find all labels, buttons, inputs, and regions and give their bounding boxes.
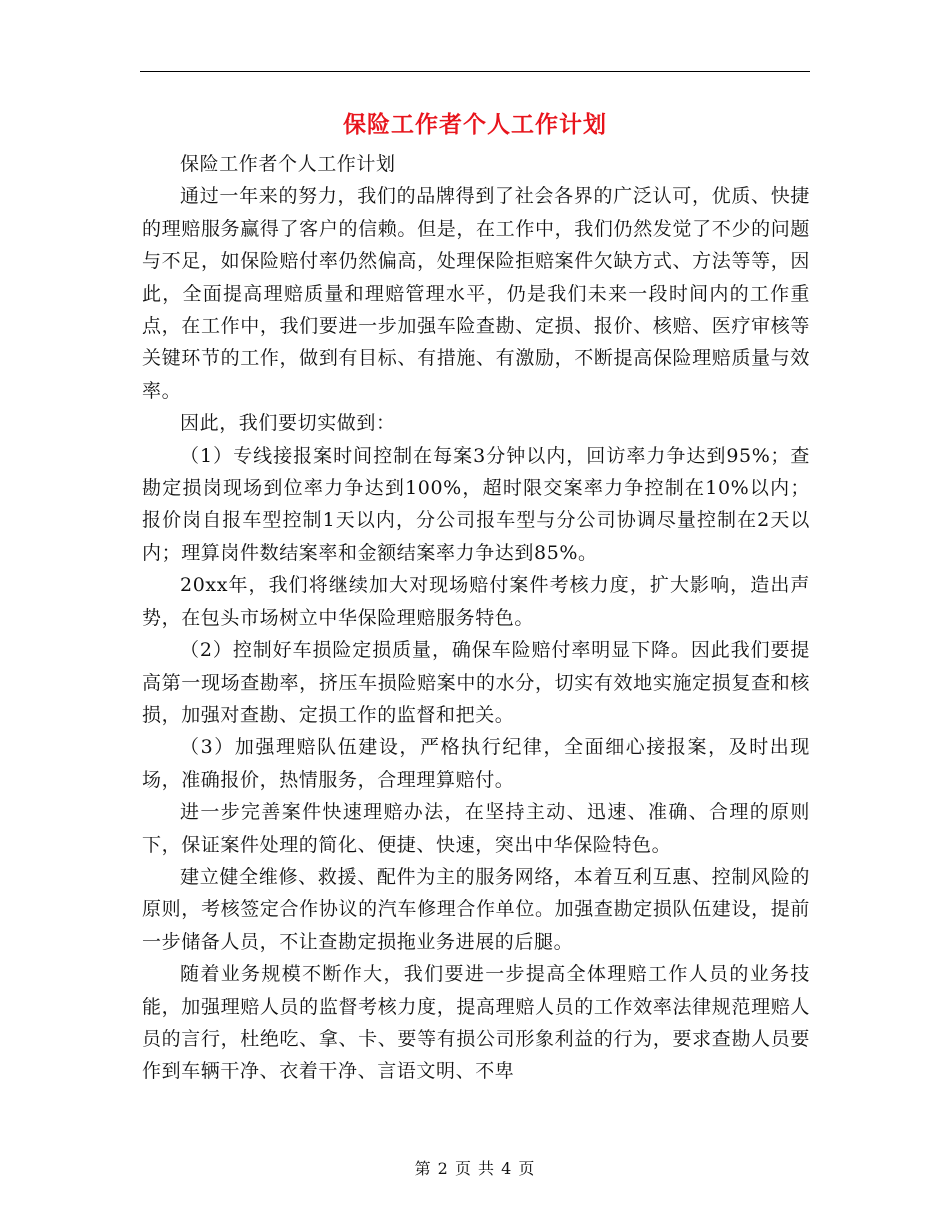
document-title: 保险工作者个人工作计划 — [343, 111, 607, 138]
page-number-footer: 第 2 页 共 4 页 — [414, 1159, 536, 1178]
paragraph-item-2: （2）控制好车损险定损质量，确保车险赔付率明显下降。因此我们要提高第一现场查勘率，挤压车损险赔案中的水分，切实有效地实施定损复查和核损，加强对查勘、定损工作的监督和把关。 — [142, 639, 810, 726]
document-body — [142, 148, 810, 1088]
paragraph-intro: 通过一年来的努力，我们的品牌得到了社会各界的广泛认可，优质、快捷的理赔服务赢得了客户的信赖。但是，在工作中，我们仍然发觉了不少的问题与不足，如保险赔付率仍然偏高，处理保险拒赔案件欠缺方式、方法等等，因此，全面提高理赔质量和理赔管理水平，仍是我们未来一段时间内的工作重点，在工作中，我们要进一步加强车险查勘、定损、报价、核赔、医疗审核等关键环节的工作，做到有目标、有措施、有激励，不断提高保险理赔质量与效率。 — [142, 185, 810, 402]
paragraph-lead: 因此，我们要切实做到： — [180, 412, 396, 435]
paragraph-service-network: 建立健全维修、救援、配件为主的服务网络，本着互利互惠、控制风险的原则，考核签定合作协议的汽车修理合作单位。加强查勘定损队伍建设，提前一步储备人员，不让查勘定损拖业务进展的后腿。 — [142, 865, 810, 953]
header-rule — [140, 71, 810, 72]
paragraph-item-1: （1）专线接报案时间控制在每案3分钟以内，回访率力争达到95%；查勘定损岗现场到位率力争达到100%，超时限交案率力争控制在10%以内；报价岗自报车型控制1天以内，分公司报车型与分公司协调尽量控制在2天以内；理算岗件数结案率和金额结案率力争达到85%。 — [142, 444, 810, 564]
paragraph-subtitle: 保险工作者个人工作计划 — [180, 153, 396, 175]
paragraph-fast-claims: 进一步完善案件快速理赔办法，在坚持主动、迅速、准确、合理的原则下，保证案件处理的简化、便捷、快速，突出中华保险特色。 — [142, 801, 810, 856]
paragraph-item-3: （3）加强理赔队伍建设，严格执行纪律，全面细心接报案，及时出现场，准确报价，热情服务，合理理算赔付。 — [142, 736, 810, 791]
paragraph-staff-skills: 随着业务规模不断作大，我们要进一步提高全体理赔工作人员的业务技能，加强理赔人员的监督考核力度，提高理赔人员的工作效率法律规范理赔人员的言行，杜绝吃、拿、卡、要等有损公司形象利益的行为，要求查勘人员要作到车辆干净、衣着干净、言语文明、不卑 — [142, 963, 810, 1083]
paragraph-year-plan: 20xx年，我们将继续加大对现场赔付案件考核力度，扩大影响，造出声势，在包头市场树立中华保险理赔服务特色。 — [142, 574, 810, 629]
